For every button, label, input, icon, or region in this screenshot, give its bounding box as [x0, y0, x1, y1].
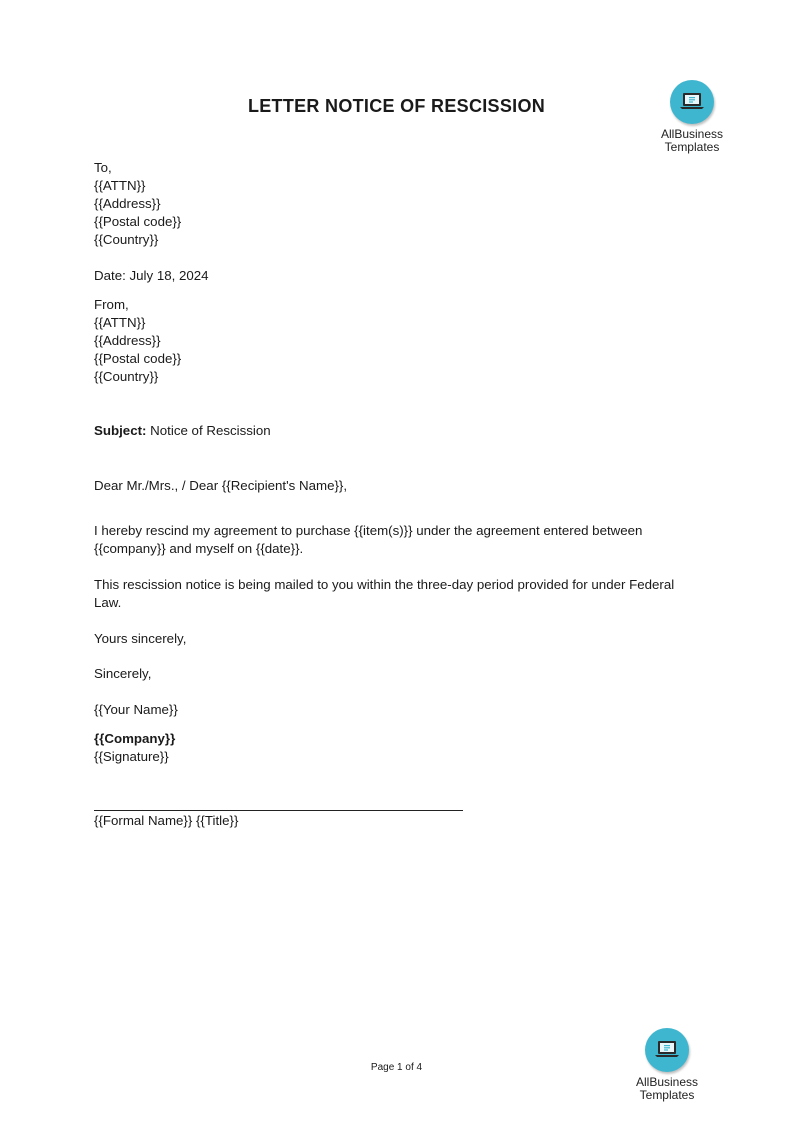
laptop-icon — [653, 1037, 681, 1061]
logo-circle — [670, 80, 714, 124]
from-country: {{Country}} — [94, 369, 159, 384]
body-paragraph-2: This rescission notice is being mailed to you within the three-day period provided for under Federal Law. — [94, 577, 675, 610]
your-name: {{Your Name}} — [94, 702, 178, 717]
closing-yours-sincerely: Yours sincerely, — [94, 631, 187, 646]
closing-sincerely: Sincerely, — [94, 666, 152, 681]
allbusiness-templates-logo-footer — [612, 1028, 722, 1102]
laptop-icon — [678, 89, 706, 113]
from-label: From, — [94, 297, 129, 312]
subject-line — [94, 422, 271, 440]
logo-text-line1: AllBusiness — [660, 127, 724, 141]
to-attn: {{ATTN}} — [94, 178, 146, 193]
logo-text-line2: Templates — [639, 1088, 695, 1102]
from-address: {{Address}} — [94, 333, 161, 348]
signature-placeholder: {{Signature}} — [94, 749, 169, 764]
logo-text-line1: AllBusiness — [635, 1075, 699, 1089]
from-postal-code: {{Postal code}} — [94, 351, 182, 366]
signature-line — [94, 810, 463, 811]
date-line: Date: July 18, 2024 — [94, 268, 209, 283]
salutation: Dear Mr./Mrs., / Dear {{Recipient's Name}}, — [94, 478, 348, 493]
logo-circle — [645, 1028, 689, 1072]
logo-text-line2: Templates — [664, 140, 720, 154]
allbusiness-templates-logo — [637, 80, 747, 154]
to-postal-code: {{Postal code}} — [94, 214, 182, 229]
body-paragraph-1: I hereby rescind my agreement to purchase {{item(s)}} under the agreement entered between {{company}} and myself on {{date}}. — [94, 523, 643, 556]
to-country: {{Country}} — [94, 232, 159, 247]
document-title: LETTER NOTICE OF RESCISSION — [247, 96, 546, 116]
formal-name-title: {{Formal Name}} {{Title}} — [94, 813, 239, 828]
to-address: {{Address}} — [94, 196, 161, 211]
company-name: {{Company}} — [94, 731, 176, 746]
subject-label: Subject: — [94, 423, 147, 438]
to-label: To, — [94, 160, 112, 175]
from-attn: {{ATTN}} — [94, 315, 146, 330]
subject-text: Notice of Rescission — [150, 423, 271, 438]
page-number: Page 1 of 4 — [370, 1062, 423, 1073]
